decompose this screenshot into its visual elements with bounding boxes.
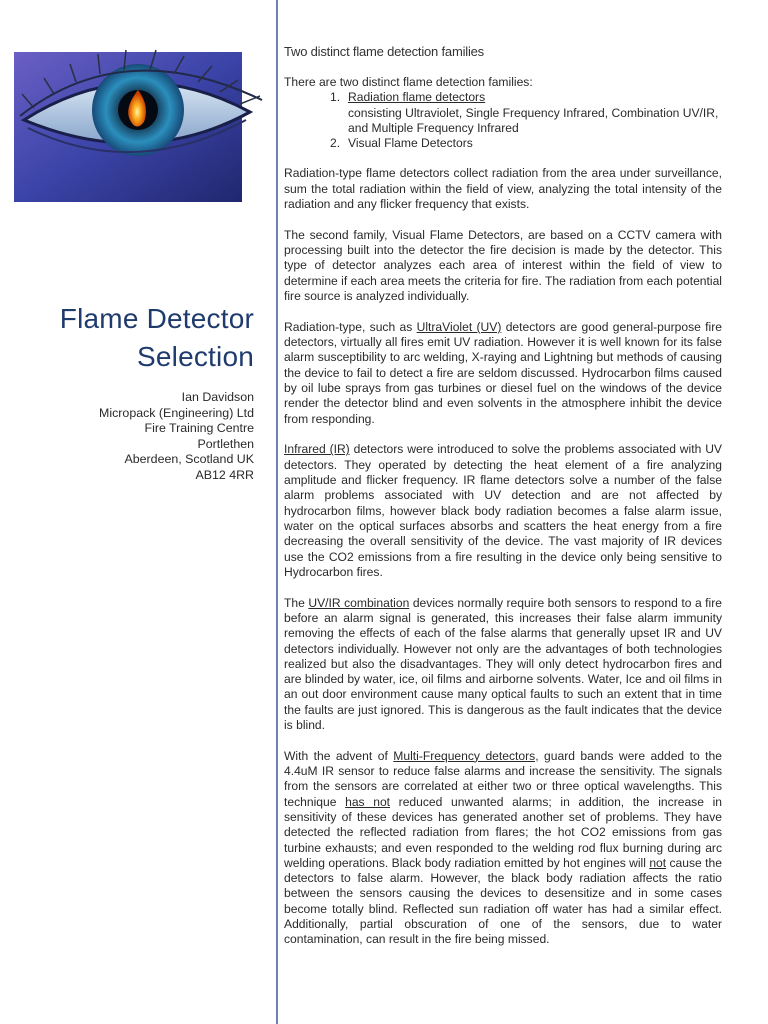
emphasis-has-not: has not <box>345 794 391 809</box>
article-body <box>284 44 722 963</box>
text-run: Radiation-type, such as <box>284 319 417 334</box>
left-column <box>0 0 276 1024</box>
paragraph-radiation: Radiation-type flame detectors collect radiation from the area under surveillance, sum the total radiation within the field of view, analyzing the total intensity of the radiation and any flicker frequency that exists. <box>284 166 722 212</box>
text-run: The <box>284 595 309 610</box>
text-run: guard bands were added to the 4.4uM IR sensor to reduce false alarms and increase the sensitivity. The signals from the sensors are correlated at either two or three optical wavelengths. This technique <box>284 748 722 809</box>
list-item-label: Radiation flame detectors <box>348 90 486 105</box>
author-company: Micropack (Engineering) Ltd <box>99 405 254 420</box>
uv-term: UltraViolet (UV) <box>416 319 502 334</box>
section-heading: Two distinct flame detection families <box>284 44 484 59</box>
author-town: Portlethen <box>197 436 254 451</box>
author-postcode: AB12 4RR <box>195 467 254 482</box>
list-number: 2. <box>330 136 341 151</box>
text-run: With the advent of <box>284 748 394 763</box>
list-item-detail: consisting Ultraviolet, Single Frequency Infrared, Combination UV/IR, and Multiple Frequency Infrared <box>348 105 719 135</box>
document-title <box>24 300 254 376</box>
paragraph-multifrequency <box>284 749 722 948</box>
text-run: detectors are good general-purpose fire detectors, virtually all fires emit UV radiation. However it is well known for its false alarm susceptibility to arc welding, X-raying and Lightning but methods of causing the device to fail to detect a fire are seldom discussed. Hydrocarbon films caused by oil lube sprays from gas turbines or diesel fuel on the windows of the device render the detector blind and even solvents in the atmosphere inhibit the device from responding. <box>284 319 722 426</box>
paragraph-ir <box>284 442 722 580</box>
text-run: cause the detectors to false alarm. However, the black body radiation affects the ratio between the sensors causing the devices to desensitize and in some cases become totally blind. Reflected sun radiation off water has had a similar effect. Additionally, partial obscuration of one of the sensors, due to water contamination, can result in the fire being missed. <box>284 855 722 947</box>
paragraph-uv <box>284 320 722 427</box>
emphasis-not: not <box>649 855 667 870</box>
author-city: Aberdeen, Scotland UK <box>124 452 254 467</box>
list-number: 1. <box>330 90 341 105</box>
family-list <box>284 90 722 151</box>
eye-image <box>14 20 268 216</box>
intro-paragraph: There are two distinct flame detection families: <box>284 75 533 89</box>
text-run: devices normally require both sensors to respond to a fire before an alarm signal is generated, this increases their false alarm immunity removing the effects of each of the false alarms that generally upset IR and UV detectors individually. However not only are the advantages of both technologies realized but also the disadvantages. They will only detect hydrocarbon fires and are blinded by water, ice, oil films and airborne solvents. Water, Ice and oil films in an out door environment cause many optical faults to such an extent that in time the faults are just ignored. This is dangerous as the fault indicates that the device is blind. <box>284 595 722 732</box>
author-centre: Fire Training Centre <box>144 421 254 436</box>
text-run: reduced unwanted alarms; in addition, the increase in sensitivity of these devices has generated another set of problems. They have detected the reflected radiation from flares; the hot CO2 emissions from gas turbine exhausts; and even responded to the welding rod flux burning during arc welding operations. Black body radiation emitted by hot engines will <box>284 794 723 870</box>
paragraph-uvir <box>284 596 722 734</box>
author-block <box>14 390 254 484</box>
eye-illustration <box>14 20 268 216</box>
list-item <box>284 136 722 151</box>
multifrequency-term: Multi-Frequency detectors, <box>393 748 539 763</box>
list-item-label: Visual Flame Detectors <box>348 136 473 151</box>
column-divider <box>276 0 278 1024</box>
title-line-1: Flame Detector <box>59 303 254 334</box>
list-item <box>284 90 722 136</box>
uvir-term: UV/IR combination <box>308 595 410 610</box>
text-run: detectors were introduced to solve the problems associated with UV detectors. They operated by detecting the heat element of a fire analyzing amplitude and flicker frequency. IR flame detectors solve a number of the false alarm problems associated with UV detection and are not affected by hydrocarbon films, however black body radiation becomes a false alarm issue, water on the optical surfaces absorbs and scatters the heat energy from a fire decreasing the overall sensitivity of the device. The vast majority of IR devices use the CO2 emissions from a fire resulting in the device only being sensitive to Hydrocarbon fires. <box>284 442 723 579</box>
author-name: Ian Davidson <box>181 390 254 404</box>
title-line-2: Selection <box>137 341 254 372</box>
paragraph-visual: The second family, Visual Flame Detectors, are based on a CCTV camera with processing built into the detector the fire decision is made by the detector. This type of detector analyzes each area of interest within the field of view to determine if each area meets the criteria for fire. The radiation from each potential fire source is analyzed individually. <box>284 227 722 304</box>
ir-term: Infrared (IR) <box>284 442 350 457</box>
